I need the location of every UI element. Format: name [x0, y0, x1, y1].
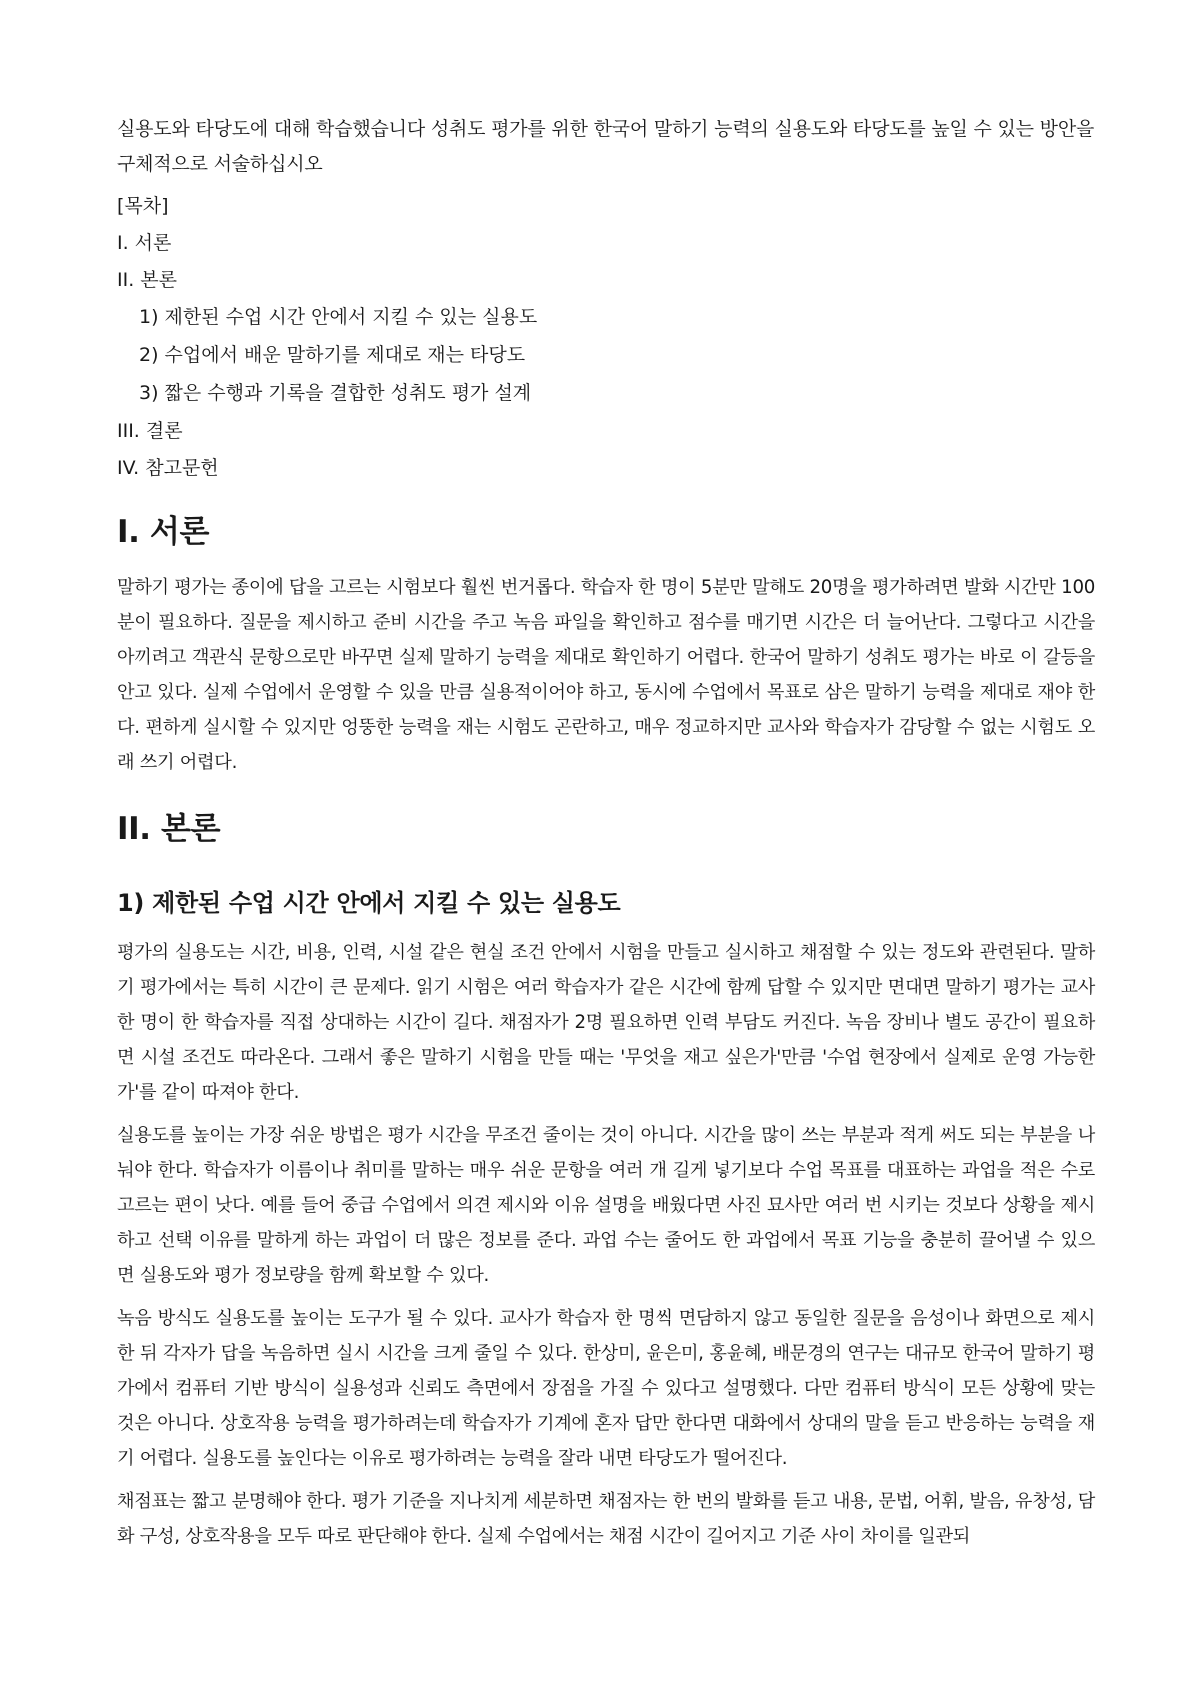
toc-item-body: II. 본론: [117, 269, 177, 291]
body-sub1-paragraph-2: 실용도를 높이는 가장 쉬운 방법은 평가 시간을 무조건 줄이는 것이 아니다. 시간을 많이 쓰는 부분과 적게 써도 되는 부분을 나눠야 한다. 학습자가 이름이나 취미를 말하는 매우 쉬운 문항을 여러 개 길게 넣기보다 수업 목표를 대표하는 과업을 적은 수로 고르는 편이 낫다. 예를 들어 중급 수업에서 의견 제시와 이유 설명을 배웠다면 사진 묘사만 여러 번 시키는 것보다 상황을 제시하고 선택 이유를 말하게 하는 과업이 더 많은 정보를 준다. 과업 수는 줄어도 한 과업에서 목표 기능을 충분히 끌어낼 수 있으면 실용도와 평가 정보량을 함께 확보할 수 있다.: [117, 1125, 1095, 1286]
body-sub1-paragraph-3: 녹음 방식도 실용도를 높이는 도구가 될 수 있다. 교사가 학습자 한 명씩 면담하지 않고 동일한 질문을 음성이나 화면으로 제시한 뒤 각자가 답을 녹음하면 실시 시간을 크게 줄일 수 있다. 한상미, 윤은미, 홍윤혜, 배문경의 연구는 대규모 한국어 말하기 평가에서 컴퓨터 기반 방식이 실용성과 신뢰도 측면에서 장점을 가질 수 있다고 설명했다. 다만 컴퓨터 방식이 모든 상황에 맞는 것은 아니다. 상호작용 능력을 평가하려는데 학습자가 기계에 혼자 답만 한다면 대화에서 상대의 말을 듣고 반응하는 능력을 재기 어렵다. 실용도를 높인다는 이유로 평가하려는 능력을 잘라 내면 타당도가 떨어진다.: [117, 1308, 1095, 1469]
toc-item-body-2: 2) 수업에서 배운 말하기를 제대로 재는 타당도: [139, 344, 526, 366]
body-sub1-paragraph-4: 채점표는 짧고 분명해야 한다. 평가 기준을 지나치게 세분하면 채점자는 한 번의 발화를 듣고 내용, 문법, 어휘, 발음, 유창성, 담화 구성, 상호작용을 모두 따로 판단해야 한다. 실제 수업에서는 채점 시간이 길어지고 기준 사이 차이를 일관되: [117, 1491, 1095, 1547]
toc-item-body-3: 3) 짧은 수행과 기록을 결합한 성취도 평가 설계: [139, 382, 532, 404]
assignment-prompt: 실용도와 타당도에 대해 학습했습니다 성취도 평가를 위한 한국어 말하기 능력의 실용도와 타당도를 높일 수 있는 방안을 구체적으로 서술하십시오: [117, 118, 1095, 175]
toc-heading: [목차]: [117, 195, 169, 217]
body-sub1-paragraph-1: 평가의 실용도는 시간, 비용, 인력, 시설 같은 현실 조건 안에서 시험을 만들고 실시하고 채점할 수 있는 정도와 관련된다. 말하기 평가에서는 특히 시간이 큰 문제다. 읽기 시험은 여러 학습자가 같은 시간에 함께 답할 수 있지만 면대면 말하기 평가는 교사 한 명이 한 학습자를 직접 상대하는 시간이 길다. 채점자가 2명 필요하면 인력 부담도 커진다. 녹음 장비나 별도 공간이 필요하면 시설 조건도 따라온다. 그래서 좋은 말하기 시험을 만들 때는 '무엇을 재고 싶은가'만큼 '수업 현장에서 실제로 운영 가능한가'를 같이 따져야 한다.: [117, 942, 1095, 1103]
toc-item-intro: I. 서론: [117, 232, 172, 254]
intro-heading: I. 서론: [117, 514, 209, 550]
toc-item-body-1: 1) 제한된 수업 시간 안에서 지킬 수 있는 실용도: [139, 306, 538, 328]
intro-section: [117, 510, 1095, 780]
body-section: [117, 807, 1095, 1554]
body-heading: II. 본론: [117, 811, 221, 847]
toc-item-conclusion: III. 결론: [117, 420, 183, 442]
toc-item-references: IV. 참고문헌: [117, 457, 219, 479]
body-sub1-heading: 1) 제한된 수업 시간 안에서 지킬 수 있는 실용도: [117, 889, 621, 917]
intro-paragraph: 말하기 평가는 종이에 답을 고르는 시험보다 훨씬 번거롭다. 학습자 한 명이 5분만 말해도 20명을 평가하려면 발화 시간만 100분이 필요하다. 질문을 제시하고 준비 시간을 주고 녹음 파일을 확인하고 점수를 매기면 시간은 더 늘어난다. 그렇다고 시간을 아끼려고 객관식 문항으로만 바꾸면 실제 말하기 능력을 제대로 확인하기 어렵다. 한국어 말하기 성취도 평가는 바로 이 갈등을 안고 있다. 실제 수업에서 운영할 수 있을 만큼 실용적이어야 하고, 동시에 수업에서 목표로 삼은 말하기 능력을 제대로 재야 한다. 편하게 실시할 수 있지만 엉뚱한 능력을 재는 시험도 곤란하고, 매우 정교하지만 교사와 학습자가 감당할 수 없는 시험도 오래 쓰기 어렵다.: [117, 577, 1095, 773]
table-of-contents: [117, 191, 1095, 483]
